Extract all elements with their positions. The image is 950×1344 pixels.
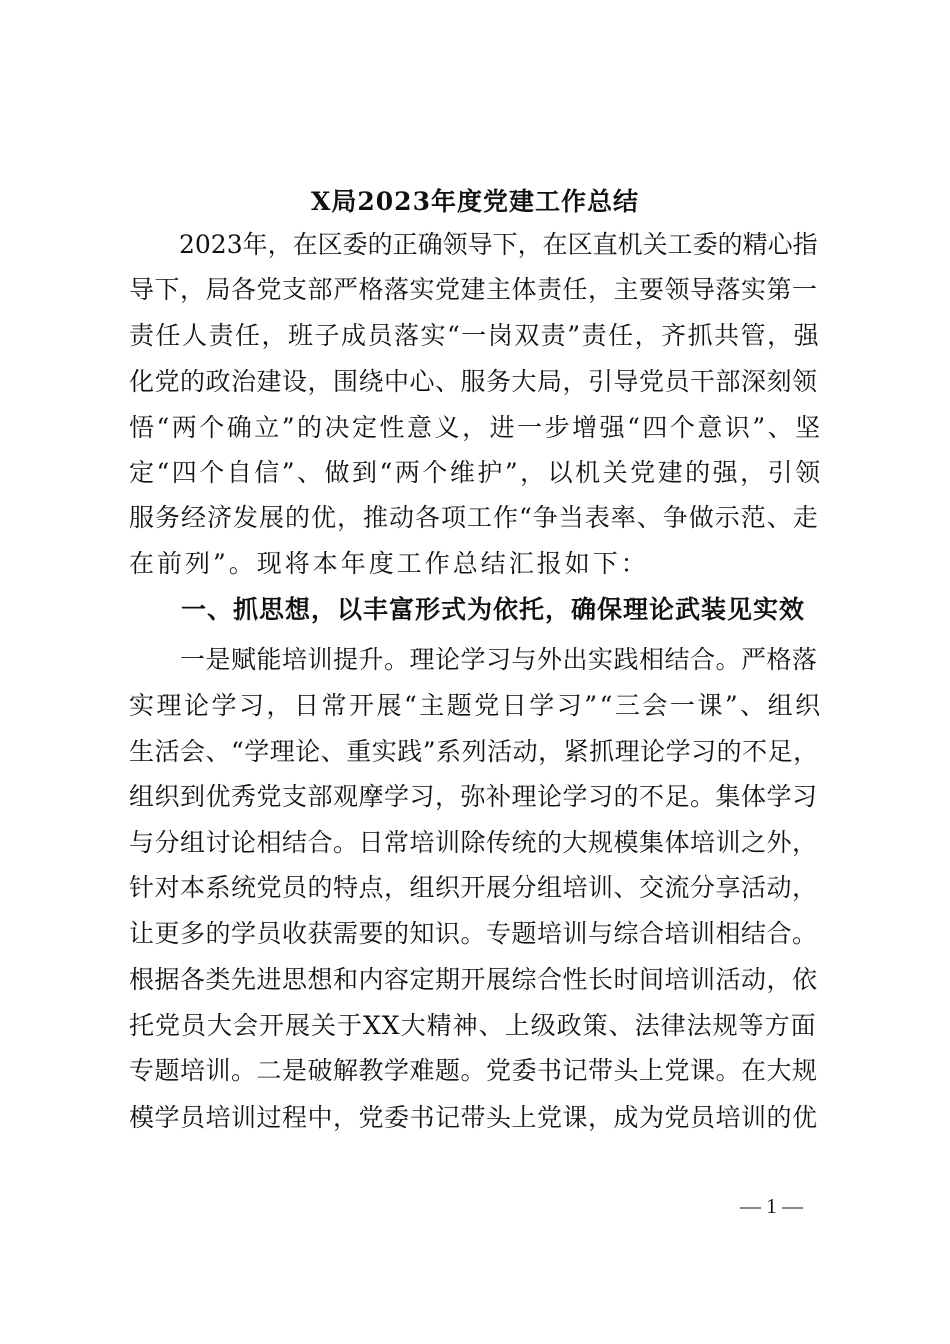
body-line: 在前列”。现将本年度工作总结汇报如下： — [129, 549, 649, 578]
body-line: 根据各类先进思想和内容定期开展综合性长时间培训活动，依 — [129, 965, 818, 994]
body-line: 服务经济发展的优，推动各项工作“争当表率、争做示范、走 — [129, 503, 819, 532]
body-line: 实理论学习，日常开展“主题党日学习”“三会一课”、组织 — [129, 691, 823, 720]
body-line: 2023年，在区委的正确领导下，在区直机关工委的精心指 — [129, 230, 818, 259]
body-line: 导下，局各党支部严格落实党建主体责任，主要领导落实第一 — [129, 275, 818, 304]
body-line: 针对本系统党员的特点，组织开展分组培训、交流分享活动， — [129, 873, 818, 902]
body-line: 托党员大会开展关于XX大精神、上级政策、法律法规等方面 — [129, 1011, 817, 1040]
body-line: 让更多的学员收获需要的知识。专题培训与综合培训相结合。 — [129, 919, 818, 948]
body-line: 与分组讨论相结合。日常培训除传统的大规模集体培训之外， — [129, 828, 818, 857]
body-line: 悟“两个确立”的决定性意义，进一步增强“四个意识”、坚 — [129, 413, 823, 442]
body-line: 生活会、“学理论、重实践”系列活动，紧抓理论学习的不足， — [129, 737, 819, 766]
body-line: 责任人责任，班子成员落实“一岗双责”责任，齐抓共管，强 — [129, 321, 821, 350]
document-title: X局2023年度党建工作总结 — [311, 187, 639, 216]
body-line: 一是赋能培训提升。理论学习与外出实践相结合。严格落 — [129, 645, 818, 674]
section-heading: 一、抓思想，以丰富形式为依托，确保理论武装见实效 — [129, 595, 806, 624]
page-number: — 1 — — [740, 1194, 803, 1218]
body-line: 组织到优秀党支部观摩学习，弥补理论学习的不足。集体学习 — [129, 782, 818, 811]
body-line: 定“四个自信”、做到“两个维护”，以机关党建的强，引领 — [129, 458, 823, 487]
body-line: 模学员培训过程中，党委书记带头上党课，成为党员培训的优 — [129, 1103, 818, 1132]
body-line: 专题培训。二是破解教学难题。党委书记带头上党课。在大规 — [129, 1056, 818, 1085]
body-line: 化党的政治建设，围绕中心、服务大局，引导党员干部深刻领 — [129, 367, 818, 396]
